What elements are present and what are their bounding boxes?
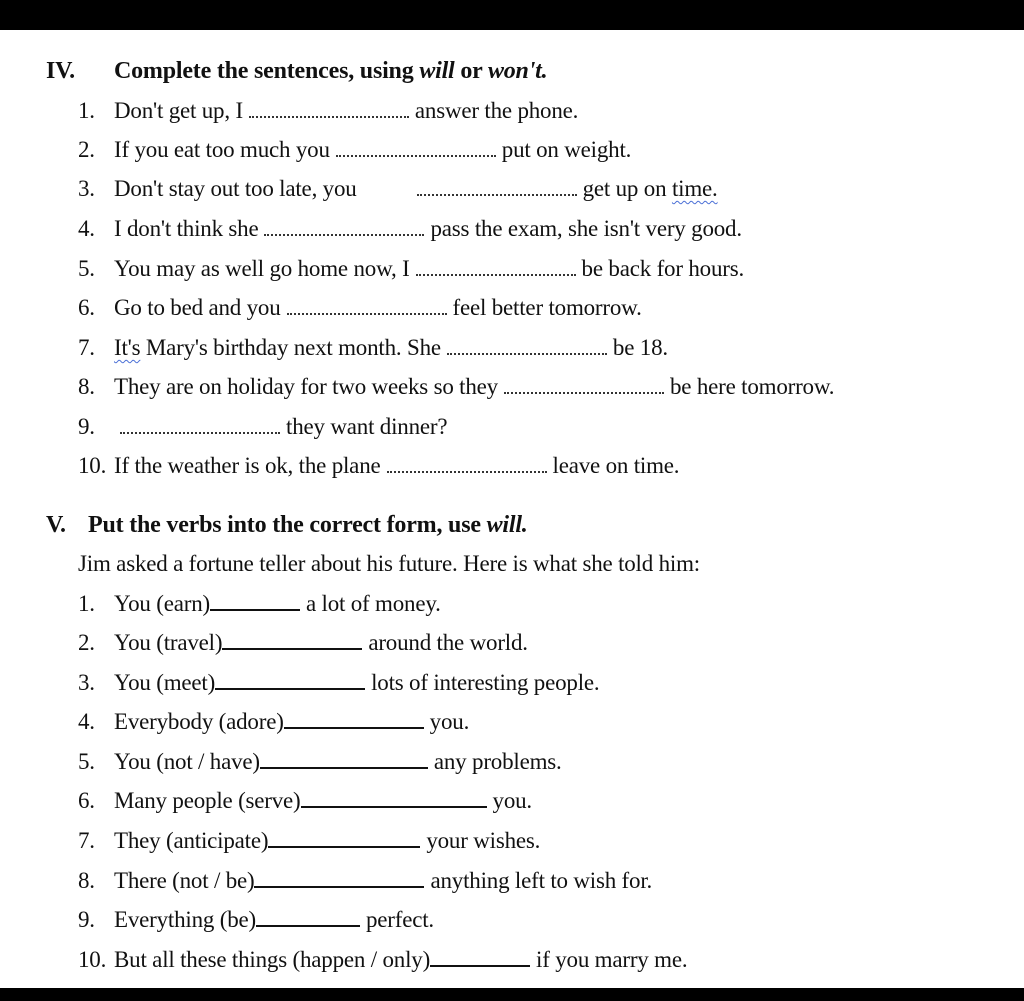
section-v-item-2: 2. You (travel) around the world. bbox=[78, 630, 528, 655]
section-v-item-3: 3. You (meet) lots of interesting people. bbox=[78, 670, 600, 695]
section-iv-title-or: or bbox=[454, 58, 488, 84]
section-iv-title-wont: won't. bbox=[487, 58, 548, 84]
answer-blank[interactable] bbox=[268, 845, 420, 848]
answer-blank[interactable] bbox=[215, 687, 365, 690]
worksheet-page bbox=[0, 30, 1024, 988]
answer-blank[interactable] bbox=[256, 924, 360, 927]
section-iv-item-6: 6. Go to bed and you feel better tomorrow. bbox=[78, 295, 642, 320]
answer-blank[interactable] bbox=[387, 465, 547, 473]
answer-blank[interactable] bbox=[336, 149, 496, 157]
section-iv-item-8: 8. They are on holiday for two weeks so they be here tomorrow. bbox=[78, 374, 835, 399]
answer-blank[interactable] bbox=[284, 726, 424, 729]
section-iv-heading bbox=[46, 58, 547, 85]
answer-blank[interactable] bbox=[264, 228, 424, 236]
section-iv-item-1: 1. Don't get up, I answer the phone. bbox=[78, 98, 579, 123]
answer-blank[interactable] bbox=[210, 608, 300, 611]
section-v-item-7: 7. They (anticipate) your wishes. bbox=[78, 828, 541, 853]
answer-blank[interactable] bbox=[287, 307, 447, 315]
section-v-heading bbox=[46, 512, 528, 539]
section-v-item-4: 4. Everybody (adore) you. bbox=[78, 709, 470, 734]
section-v-item-6: 6. Many people (serve) you. bbox=[78, 788, 532, 813]
answer-blank[interactable] bbox=[260, 766, 428, 769]
answer-blank[interactable] bbox=[301, 805, 487, 808]
answer-blank[interactable] bbox=[416, 268, 576, 276]
section-iv-item-7: 7. It's Mary's birthday next month. She be 18. bbox=[78, 335, 668, 360]
answer-blank[interactable] bbox=[120, 426, 280, 434]
section-v-item-8: 8. There (not / be) anything left to wish for. bbox=[78, 868, 653, 893]
section-iv-item-9: 9. they want dinner? bbox=[78, 414, 448, 439]
section-iv-item-5: 5. You may as well go home now, I be back for hours. bbox=[78, 256, 745, 281]
answer-blank[interactable] bbox=[417, 188, 577, 196]
answer-blank[interactable] bbox=[254, 885, 424, 888]
section-v-title-will: will. bbox=[486, 512, 528, 538]
section-iv-item-10: 10. If the weather is ok, the plane leave on time. bbox=[78, 453, 680, 478]
section-v-intro: Jim asked a fortune teller about his future. Here is what she told him: bbox=[78, 551, 700, 576]
section-iv-item-2: 2. If you eat too much you put on weight. bbox=[78, 137, 632, 162]
section-v-item-10: 10. But all these things (happen / only) if you marry me. bbox=[78, 947, 688, 972]
answer-blank[interactable] bbox=[430, 964, 530, 967]
answer-blank[interactable] bbox=[504, 386, 664, 394]
answer-blank[interactable] bbox=[447, 347, 607, 355]
section-iv-title-will: will bbox=[419, 58, 455, 84]
answer-blank[interactable] bbox=[222, 647, 362, 650]
section-v-title: Put the verbs into the correct form, use bbox=[88, 512, 487, 538]
section-v-item-9: 9. Everything (be) perfect. bbox=[78, 907, 434, 932]
section-v-item-5: 5. You (not / have) any problems. bbox=[78, 749, 562, 774]
section-v-item-1: 1. You (earn) a lot of money. bbox=[78, 591, 441, 616]
answer-blank[interactable] bbox=[249, 110, 409, 118]
section-iv-item-4: 4. I don't think she pass the exam, she isn't very good. bbox=[78, 216, 742, 241]
section-v-number: V. bbox=[46, 512, 66, 538]
section-iv-title: Complete the sentences, using bbox=[114, 58, 420, 84]
section-iv-number: IV. bbox=[46, 58, 75, 84]
section-iv-item-3: 3. Don't stay out too late, you get up on time. bbox=[78, 176, 718, 201]
